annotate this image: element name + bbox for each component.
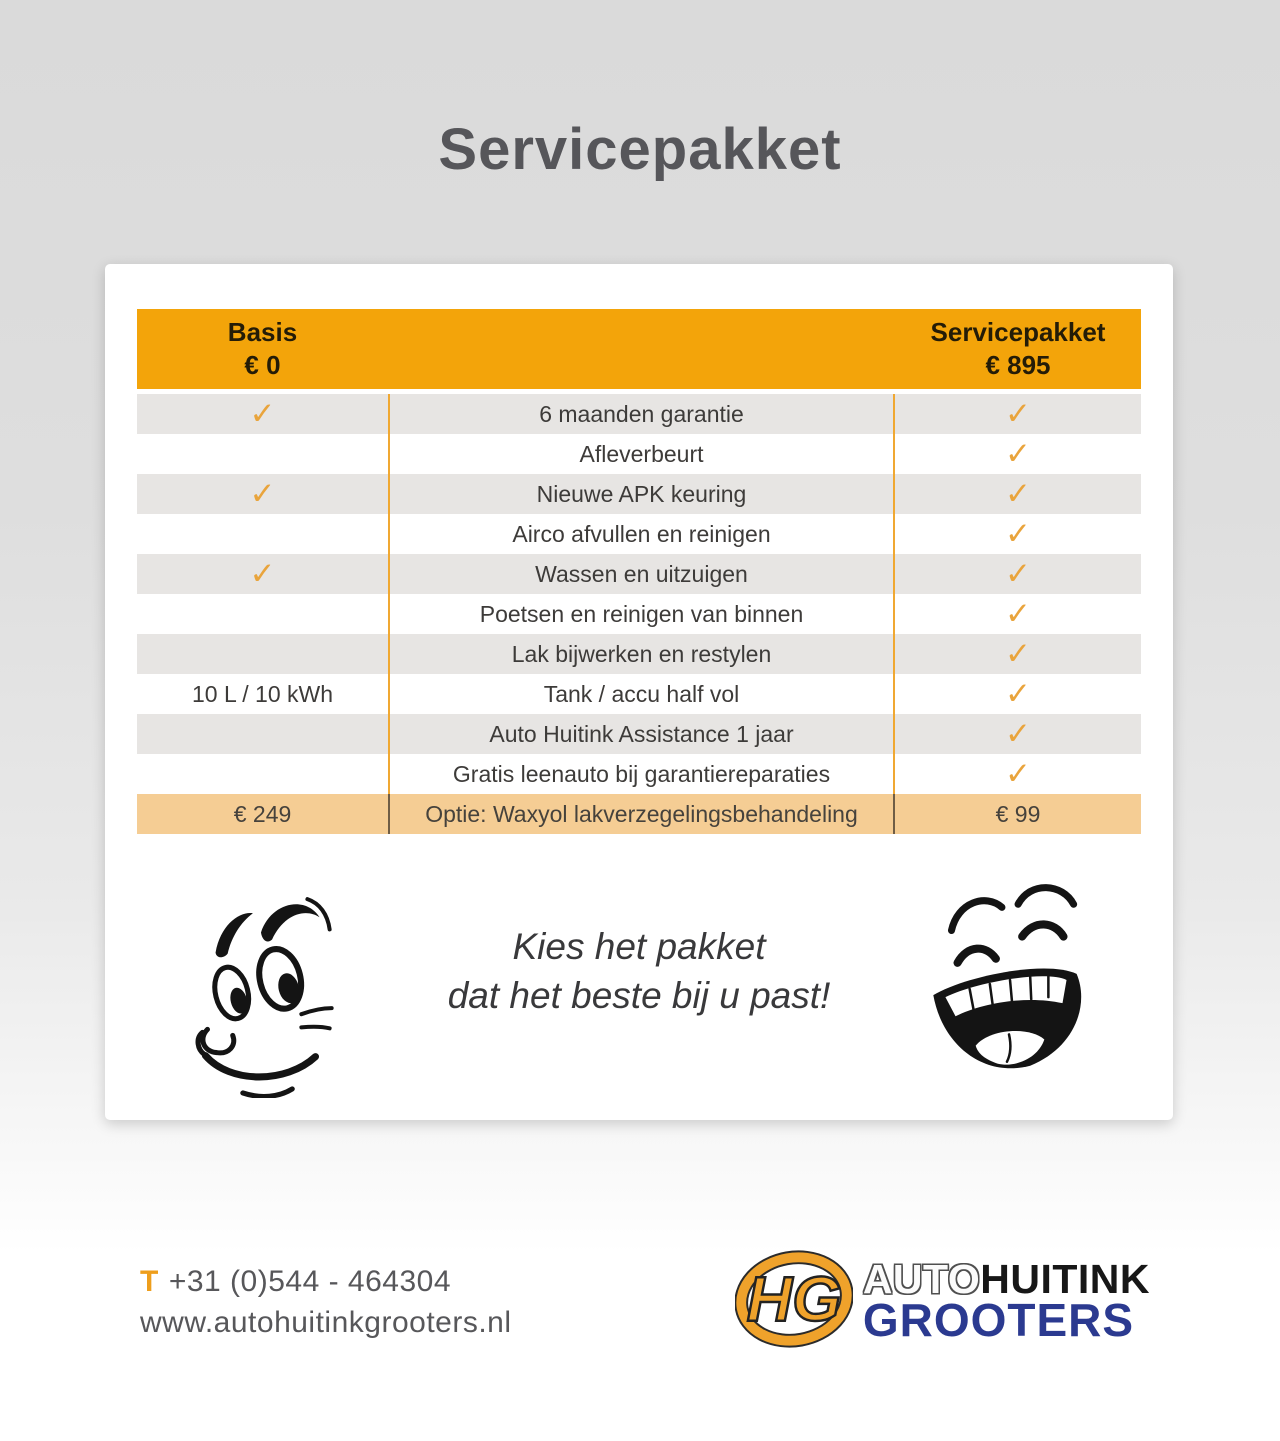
- basis-cell: [137, 594, 388, 634]
- logo-word-grooters: GROOTERS: [862, 1294, 1135, 1347]
- phone-line: [140, 1261, 512, 1302]
- tagline-line1: Kies het pakket: [512, 926, 766, 967]
- servicepakket-header: [895, 309, 1141, 389]
- phone-icon: T: [140, 1264, 159, 1298]
- feature-cell: Auto Huitink Assistance 1 jaar: [388, 714, 895, 754]
- feature-cell: Afleverbeurt: [388, 434, 895, 474]
- company-logo: [735, 1246, 1150, 1357]
- basis-cell: ✓: [249, 556, 276, 591]
- table-row-optie: [137, 794, 1141, 834]
- servicepakket-cell: ✓: [1005, 516, 1031, 551]
- servicepakket-cell: ✓: [1005, 476, 1031, 511]
- servicepakket-header-title: Servicepakket: [930, 317, 1106, 347]
- logo-word-huitink: HUITINK: [980, 1256, 1150, 1303]
- servicepakket-cell: ✓: [1005, 756, 1031, 791]
- logo-word-auto: AUTO: [862, 1256, 981, 1303]
- servicepakket-cell: ✓: [1005, 556, 1031, 591]
- basis-header-price: € 0: [244, 350, 281, 380]
- servicepakket-cell: ✓: [1005, 636, 1031, 671]
- table-row: [137, 474, 1141, 514]
- feature-cell: 6 maanden garantie: [388, 394, 895, 434]
- feature-cell: Lak bijwerken en restylen: [388, 634, 895, 674]
- table-body: [137, 394, 1141, 834]
- basis-cell: [137, 514, 388, 554]
- feature-cell: Optie: Waxyol lakverzegelingsbehandeling: [388, 794, 895, 834]
- basis-cell: [137, 754, 388, 794]
- servicepakket-cell: € 99: [995, 800, 1041, 827]
- header-spacer: [388, 309, 895, 389]
- svg-text:HG: HG: [746, 1264, 842, 1335]
- service-comparison-table: [137, 309, 1141, 834]
- servicepakket-card: [105, 264, 1173, 1120]
- table-row: [137, 714, 1141, 754]
- feature-cell: Airco afvullen en reinigen: [388, 514, 895, 554]
- table-row: [137, 434, 1141, 474]
- basis-cell: ✓: [249, 476, 276, 511]
- footer: [0, 1246, 1280, 1357]
- logo-text: [862, 1256, 1150, 1347]
- basis-cell: [137, 714, 388, 754]
- website-url: www.autohuitinkgrooters.nl: [140, 1305, 512, 1339]
- feature-cell: Gratis leenauto bij garantiereparaties: [388, 754, 895, 794]
- table-row: [137, 754, 1141, 794]
- laughing-smiley-icon: [917, 876, 1099, 1098]
- page-title: Servicepakket: [438, 117, 842, 182]
- phone-number: +31 (0)544 - 464304: [168, 1264, 452, 1298]
- servicepakket-header-price: € 895: [985, 350, 1051, 380]
- servicepakket-cell: ✓: [1005, 596, 1031, 631]
- servicepakket-cell: ✓: [1005, 676, 1031, 711]
- contact-block: [140, 1261, 512, 1343]
- feature-cell: Tank / accu half vol: [388, 674, 895, 714]
- feature-cell: Wassen en uitzuigen: [388, 554, 895, 594]
- basis-cell: 10 L / 10 kWh: [191, 680, 334, 707]
- table-row: [137, 594, 1141, 634]
- hg-monogram-icon: [735, 1246, 853, 1357]
- table-row: [137, 514, 1141, 554]
- basis-cell: [137, 434, 388, 474]
- table-row: [137, 674, 1141, 714]
- table-row: [137, 394, 1141, 434]
- basis-cell: ✓: [249, 396, 276, 431]
- basis-cell: € 249: [233, 800, 292, 827]
- feature-cell: Nieuwe APK keuring: [388, 474, 895, 514]
- servicepakket-cell: ✓: [1005, 436, 1031, 471]
- table-header-row: [137, 309, 1141, 389]
- servicepakket-cell: ✓: [1005, 396, 1031, 431]
- basis-cell: [137, 634, 388, 674]
- servicepakket-cell: ✓: [1005, 716, 1031, 751]
- basis-header: [137, 309, 388, 389]
- table-row: [137, 554, 1141, 594]
- tagline-line2: dat het beste bij u past!: [447, 975, 831, 1016]
- basis-header-title: Basis: [227, 317, 298, 347]
- table-row: [137, 634, 1141, 674]
- feature-cell: Poetsen en reinigen van binnen: [388, 594, 895, 634]
